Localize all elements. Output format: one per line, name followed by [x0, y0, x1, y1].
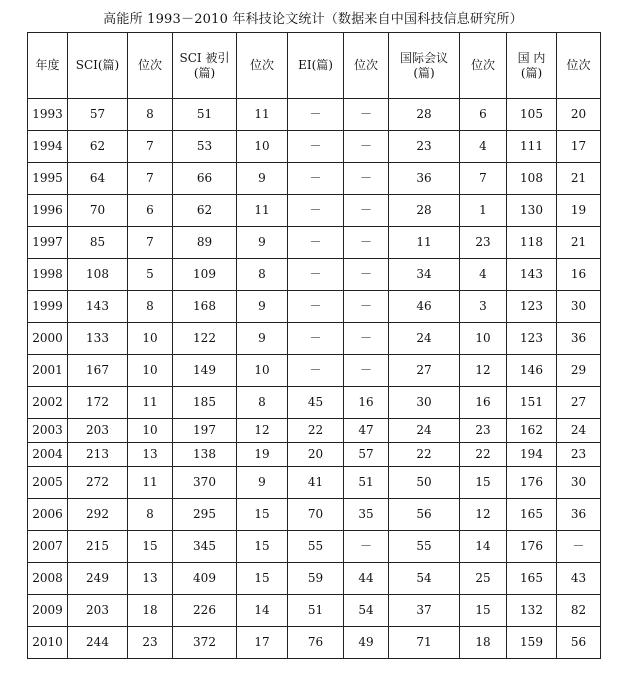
cell-ei: 45 [288, 387, 344, 419]
cell-sci-cited: 89 [173, 227, 237, 259]
table-row [28, 387, 601, 419]
cell-domestic: 123 [507, 323, 557, 355]
cell-domestic-rank: 17 [557, 131, 601, 163]
cell-intl-conf: 55 [389, 531, 460, 563]
cell-sci-cited-rank: 15 [237, 499, 288, 531]
cell-intl-conf: 36 [389, 163, 460, 195]
cell-intl-conf-rank: 10 [460, 323, 507, 355]
cell-intl-conf: 56 [389, 499, 460, 531]
cell-ei: － [288, 291, 344, 323]
cell-sci-cited-rank: 17 [237, 627, 288, 659]
cell-sci-rank: 10 [128, 323, 173, 355]
table-row [28, 563, 601, 595]
cell-intl-conf-rank: 3 [460, 291, 507, 323]
cell-intl-conf: 50 [389, 467, 460, 499]
cell-sci-cited: 295 [173, 499, 237, 531]
cell-intl-conf: 30 [389, 387, 460, 419]
header-sci [68, 33, 128, 99]
cell-sci: 167 [68, 355, 128, 387]
header-year [28, 33, 68, 99]
cell-sci-rank: 11 [128, 467, 173, 499]
cell-domestic: 123 [507, 291, 557, 323]
cell-ei: － [288, 163, 344, 195]
cell-sci-rank: 13 [128, 443, 173, 467]
cell-domestic: 108 [507, 163, 557, 195]
cell-intl-conf: 22 [389, 443, 460, 467]
cell-sci-rank: 8 [128, 99, 173, 131]
cell-intl-conf-rank: 23 [460, 419, 507, 443]
cell-year: 2010 [28, 627, 68, 659]
cell-intl-conf-rank: 16 [460, 387, 507, 419]
cell-sci-cited-rank: 11 [237, 99, 288, 131]
cell-ei: － [288, 259, 344, 291]
cell-sci: 213 [68, 443, 128, 467]
cell-intl-conf-rank: 12 [460, 499, 507, 531]
cell-sci: 143 [68, 291, 128, 323]
cell-sci-rank: 8 [128, 291, 173, 323]
cell-sci-cited-rank: 9 [237, 467, 288, 499]
cell-intl-conf-rank: 4 [460, 259, 507, 291]
cell-sci-rank: 7 [128, 131, 173, 163]
cell-domestic-rank: 56 [557, 627, 601, 659]
cell-sci-cited: 168 [173, 291, 237, 323]
cell-sci: 133 [68, 323, 128, 355]
table-row [28, 99, 601, 131]
cell-ei-rank: 44 [344, 563, 389, 595]
table-row [28, 259, 601, 291]
cell-ei-rank: － [344, 355, 389, 387]
header-intl-conf-line: 国际会议 [399, 50, 448, 65]
cell-sci-rank: 15 [128, 531, 173, 563]
cell-sci-cited-rank: 8 [237, 259, 288, 291]
cell-ei: － [288, 355, 344, 387]
cell-domestic-rank: 23 [557, 443, 601, 467]
header-ei-rank-line: 位次 [353, 58, 378, 72]
table-body [28, 99, 601, 659]
cell-sci-cited: 138 [173, 443, 237, 467]
cell-domestic-rank: 27 [557, 387, 601, 419]
cell-ei-rank: － [344, 99, 389, 131]
cell-domestic: 159 [507, 627, 557, 659]
cell-sci-cited: 185 [173, 387, 237, 419]
cell-sci-rank: 11 [128, 387, 173, 419]
cell-sci-cited-rank: 9 [237, 291, 288, 323]
cell-sci-cited: 409 [173, 563, 237, 595]
cell-domestic-rank: 21 [557, 163, 601, 195]
cell-ei: － [288, 99, 344, 131]
cell-ei-rank: 35 [344, 499, 389, 531]
cell-domestic: 165 [507, 499, 557, 531]
table-row [28, 131, 601, 163]
cell-intl-conf-rank: 23 [460, 227, 507, 259]
cell-domestic: 132 [507, 595, 557, 627]
cell-ei: － [288, 323, 344, 355]
cell-ei-rank: － [344, 131, 389, 163]
cell-ei-rank: － [344, 163, 389, 195]
cell-intl-conf-rank: 12 [460, 355, 507, 387]
table-row [28, 291, 601, 323]
table-row [28, 499, 601, 531]
cell-sci: 85 [68, 227, 128, 259]
cell-sci: 172 [68, 387, 128, 419]
header-sci-cited-rank [237, 33, 288, 99]
table-row [28, 627, 601, 659]
cell-intl-conf-rank: 15 [460, 595, 507, 627]
cell-ei: 22 [288, 419, 344, 443]
cell-ei-rank: － [344, 323, 389, 355]
header-domestic-line: (篇) [520, 65, 543, 80]
cell-year: 1996 [28, 195, 68, 227]
header-sci-cited-line: (篇) [193, 65, 216, 80]
header-domestic-rank-line: 位次 [566, 58, 591, 72]
cell-intl-conf-rank: 22 [460, 443, 507, 467]
table-row [28, 467, 601, 499]
header-sci-line: SCI(篇) [75, 58, 120, 72]
cell-sci: 62 [68, 131, 128, 163]
cell-domestic-rank: 82 [557, 595, 601, 627]
cell-sci: 215 [68, 531, 128, 563]
cell-sci: 70 [68, 195, 128, 227]
table-row [28, 531, 601, 563]
cell-sci-cited: 197 [173, 419, 237, 443]
cell-intl-conf-rank: 15 [460, 467, 507, 499]
table-row [28, 443, 601, 467]
header-sci-cited [173, 33, 237, 99]
cell-ei-rank: － [344, 259, 389, 291]
cell-sci-cited-rank: 12 [237, 419, 288, 443]
cell-sci-cited: 109 [173, 259, 237, 291]
cell-intl-conf-rank: 4 [460, 131, 507, 163]
cell-domestic-rank: 20 [557, 99, 601, 131]
cell-domestic-rank: 29 [557, 355, 601, 387]
cell-intl-conf-rank: 7 [460, 163, 507, 195]
cell-sci-cited-rank: 9 [237, 163, 288, 195]
cell-sci: 249 [68, 563, 128, 595]
cell-intl-conf: 71 [389, 627, 460, 659]
cell-sci-cited: 66 [173, 163, 237, 195]
header-sci-cited-rank-line: 位次 [249, 58, 274, 72]
cell-intl-conf-rank: 1 [460, 195, 507, 227]
cell-domestic: 162 [507, 419, 557, 443]
cell-sci-rank: 5 [128, 259, 173, 291]
cell-domestic: 176 [507, 531, 557, 563]
cell-sci-cited-rank: 15 [237, 531, 288, 563]
cell-ei-rank: － [344, 195, 389, 227]
cell-domestic: 111 [507, 131, 557, 163]
header-sci-rank-line: 位次 [137, 58, 162, 72]
cell-intl-conf-rank: 6 [460, 99, 507, 131]
table-row [28, 163, 601, 195]
cell-ei-rank: 57 [344, 443, 389, 467]
table-row [28, 195, 601, 227]
cell-sci-cited-rank: 10 [237, 131, 288, 163]
cell-ei: － [288, 195, 344, 227]
cell-sci-cited: 62 [173, 195, 237, 227]
cell-sci: 203 [68, 595, 128, 627]
cell-domestic-rank: 36 [557, 323, 601, 355]
cell-year: 2008 [28, 563, 68, 595]
header-domestic-line: 国 内 [517, 50, 546, 65]
cell-ei: 70 [288, 499, 344, 531]
cell-sci: 244 [68, 627, 128, 659]
header-intl-conf-rank [460, 33, 507, 99]
cell-intl-conf: 46 [389, 291, 460, 323]
cell-sci-cited-rank: 14 [237, 595, 288, 627]
cell-domestic: 176 [507, 467, 557, 499]
cell-intl-conf-rank: 18 [460, 627, 507, 659]
cell-sci-cited: 51 [173, 99, 237, 131]
cell-year: 2006 [28, 499, 68, 531]
cell-domestic: 130 [507, 195, 557, 227]
table-row [28, 355, 601, 387]
cell-year: 2002 [28, 387, 68, 419]
cell-domestic-rank: 16 [557, 259, 601, 291]
cell-sci-cited-rank: 15 [237, 563, 288, 595]
cell-year: 2000 [28, 323, 68, 355]
cell-domestic-rank: 30 [557, 467, 601, 499]
cell-sci-rank: 7 [128, 163, 173, 195]
cell-ei: 59 [288, 563, 344, 595]
header-ei-line: EI(篇) [298, 58, 333, 72]
cell-domestic: 194 [507, 443, 557, 467]
cell-intl-conf: 54 [389, 563, 460, 595]
cell-sci-cited: 149 [173, 355, 237, 387]
cell-year: 2009 [28, 595, 68, 627]
cell-ei: 41 [288, 467, 344, 499]
cell-ei-rank: 47 [344, 419, 389, 443]
cell-year: 1998 [28, 259, 68, 291]
cell-sci-rank: 23 [128, 627, 173, 659]
header-intl-conf-line: (篇) [413, 65, 435, 80]
header-row [28, 33, 601, 99]
cell-year: 1997 [28, 227, 68, 259]
cell-year: 1993 [28, 99, 68, 131]
cell-year: 2004 [28, 443, 68, 467]
cell-year: 1995 [28, 163, 68, 195]
cell-sci-cited: 370 [173, 467, 237, 499]
cell-ei-rank: 16 [344, 387, 389, 419]
cell-intl-conf: 34 [389, 259, 460, 291]
cell-year: 1999 [28, 291, 68, 323]
cell-intl-conf: 24 [389, 323, 460, 355]
cell-ei-rank: － [344, 291, 389, 323]
cell-intl-conf: 28 [389, 99, 460, 131]
cell-sci-cited-rank: 10 [237, 355, 288, 387]
cell-ei: 55 [288, 531, 344, 563]
cell-sci-cited: 122 [173, 323, 237, 355]
cell-ei: － [288, 227, 344, 259]
cell-sci-cited-rank: 9 [237, 323, 288, 355]
header-ei-rank [344, 33, 389, 99]
cell-domestic: 165 [507, 563, 557, 595]
cell-intl-conf: 27 [389, 355, 460, 387]
table-row [28, 595, 601, 627]
cell-sci: 64 [68, 163, 128, 195]
cell-intl-conf: 28 [389, 195, 460, 227]
cell-intl-conf: 24 [389, 419, 460, 443]
cell-sci-rank: 18 [128, 595, 173, 627]
header-year-line: 年度 [35, 58, 60, 72]
header-ei [288, 33, 344, 99]
cell-domestic: 105 [507, 99, 557, 131]
cell-intl-conf-rank: 14 [460, 531, 507, 563]
cell-sci: 57 [68, 99, 128, 131]
cell-sci: 108 [68, 259, 128, 291]
cell-domestic: 118 [507, 227, 557, 259]
cell-ei: 51 [288, 595, 344, 627]
cell-intl-conf: 11 [389, 227, 460, 259]
cell-sci: 272 [68, 467, 128, 499]
cell-sci-rank: 13 [128, 563, 173, 595]
cell-ei-rank: 49 [344, 627, 389, 659]
cell-ei: 20 [288, 443, 344, 467]
cell-sci-rank: 7 [128, 227, 173, 259]
cell-sci-cited: 372 [173, 627, 237, 659]
cell-year: 2005 [28, 467, 68, 499]
cell-domestic-rank: 36 [557, 499, 601, 531]
cell-year: 2007 [28, 531, 68, 563]
cell-domestic: 143 [507, 259, 557, 291]
cell-sci-rank: 6 [128, 195, 173, 227]
cell-ei-rank: 54 [344, 595, 389, 627]
cell-sci-cited-rank: 11 [237, 195, 288, 227]
cell-domestic-rank: 19 [557, 195, 601, 227]
cell-sci-cited: 226 [173, 595, 237, 627]
cell-sci-rank: 10 [128, 355, 173, 387]
table-title: 高能所 1993－2010 年科技论文统计（数据来自中国科技信息研究所） [103, 12, 523, 27]
cell-sci-cited: 345 [173, 531, 237, 563]
table-row [28, 227, 601, 259]
table-row [28, 419, 601, 443]
cell-year: 1994 [28, 131, 68, 163]
cell-domestic: 151 [507, 387, 557, 419]
cell-domestic-rank: 43 [557, 563, 601, 595]
table-row [28, 323, 601, 355]
cell-sci-cited-rank: 8 [237, 387, 288, 419]
cell-domestic-rank: － [557, 531, 601, 563]
header-sci-cited-line: SCI 被引 [179, 50, 230, 65]
cell-sci-rank: 8 [128, 499, 173, 531]
cell-ei: － [288, 131, 344, 163]
cell-domestic-rank: 21 [557, 227, 601, 259]
cell-sci: 203 [68, 419, 128, 443]
cell-year: 2003 [28, 419, 68, 443]
cell-sci-cited-rank: 9 [237, 227, 288, 259]
header-intl-conf [389, 33, 460, 99]
cell-sci: 292 [68, 499, 128, 531]
cell-intl-conf: 37 [389, 595, 460, 627]
header-sci-rank [128, 33, 173, 99]
cell-ei-rank: － [344, 531, 389, 563]
cell-sci-cited-rank: 19 [237, 443, 288, 467]
header-domestic [507, 33, 557, 99]
cell-ei-rank: － [344, 227, 389, 259]
cell-intl-conf-rank: 25 [460, 563, 507, 595]
cell-sci-cited: 53 [173, 131, 237, 163]
paper-statistics-table [27, 32, 601, 659]
cell-year: 2001 [28, 355, 68, 387]
cell-ei: 76 [288, 627, 344, 659]
header-domestic-rank [557, 33, 601, 99]
cell-domestic-rank: 30 [557, 291, 601, 323]
header-intl-conf-rank-line: 位次 [470, 58, 495, 72]
cell-domestic-rank: 24 [557, 419, 601, 443]
cell-sci-rank: 10 [128, 419, 173, 443]
cell-domestic: 146 [507, 355, 557, 387]
cell-ei-rank: 51 [344, 467, 389, 499]
cell-intl-conf: 23 [389, 131, 460, 163]
